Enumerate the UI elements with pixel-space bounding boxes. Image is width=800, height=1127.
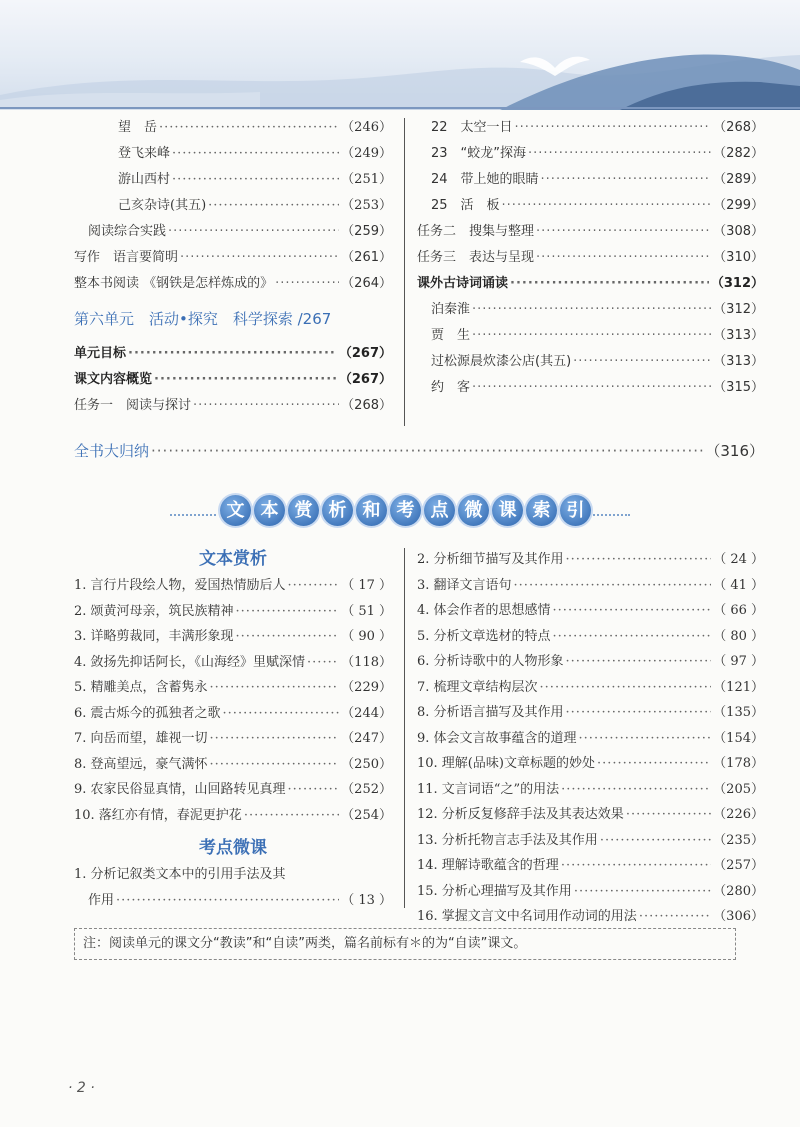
leader-dots xyxy=(275,271,339,297)
entry-title: 己亥杂诗(其五) xyxy=(118,198,207,213)
banner-char: 析 xyxy=(322,495,353,526)
entry-title: 贾 生 xyxy=(431,328,471,343)
entry-page: （226） xyxy=(713,807,764,822)
entry-title: 9. 农家民俗显真情，山回路转见真理 xyxy=(74,782,286,797)
list-item[interactable] xyxy=(417,802,764,828)
list-item[interactable] xyxy=(417,547,764,573)
list-item[interactable] xyxy=(74,675,392,701)
banner-char: 赏 xyxy=(288,495,319,526)
index-column-divider xyxy=(404,548,405,908)
entry-title: 11. 文言词语“之”的用法 xyxy=(417,781,560,797)
entry-page: （313） xyxy=(713,328,764,343)
leader-dots xyxy=(566,547,712,573)
entry-page: （312） xyxy=(710,276,764,291)
leader-dots xyxy=(472,375,711,401)
entry-page: （178） xyxy=(713,756,764,771)
leader-dots xyxy=(528,141,711,167)
entry-title: 游山西村 xyxy=(118,172,171,187)
banner-char: 引 xyxy=(560,495,591,526)
list-item-line1[interactable] xyxy=(74,862,392,888)
banner-char: 索 xyxy=(526,495,557,526)
list-item[interactable] xyxy=(74,888,392,914)
entry-page: （246） xyxy=(341,120,392,135)
list-item[interactable] xyxy=(74,141,392,167)
entry-page: （118） xyxy=(341,654,392,670)
list-item[interactable] xyxy=(74,573,392,599)
entry-title: 5. 分析文章选材的特点 xyxy=(417,628,551,644)
leader-dots xyxy=(472,323,711,349)
entry-page: （244） xyxy=(341,705,392,721)
page-header-decoration xyxy=(0,0,800,110)
entry-title: 4. 体会作者的思想感情 xyxy=(417,603,551,618)
leader-dots xyxy=(244,803,339,829)
leader-dots xyxy=(541,167,712,193)
index-title: 1. 分析记叙类文本中的引用手法及其 xyxy=(74,867,286,882)
toc-left-column xyxy=(74,115,392,419)
leader-dots xyxy=(210,675,340,701)
entry-title: 4. 敛扬先抑话阿长，《山海经》里赋深情 xyxy=(74,654,306,670)
banner-char: 和 xyxy=(356,495,387,526)
entry-title: 13. 分析托物言志手法及其作用 xyxy=(417,832,598,848)
leader-dots xyxy=(510,271,709,297)
list-item[interactable] xyxy=(74,245,392,271)
toc-summary xyxy=(74,438,764,464)
entry-page: （313） xyxy=(713,354,764,369)
list-item[interactable] xyxy=(74,219,392,245)
entry-page: （205） xyxy=(713,781,764,797)
leader-dots xyxy=(236,624,340,650)
list-item[interactable] xyxy=(417,649,764,675)
list-item[interactable] xyxy=(74,167,392,193)
entry-title: 8. 登高望远，豪气满怀 xyxy=(74,756,208,772)
entry-page: （308） xyxy=(713,224,764,239)
leader-dots xyxy=(536,219,711,245)
entry-title: 望 岳 xyxy=(118,120,158,135)
entry-page: （ 80 ） xyxy=(713,628,764,644)
entry-page: （267） xyxy=(338,346,392,361)
banner-char: 微 xyxy=(458,495,489,526)
banner-char: 考 xyxy=(390,495,421,526)
entry-page: （ 66 ） xyxy=(713,603,764,618)
leader-dots xyxy=(288,573,340,599)
entry-title: 3. 详略剪裁同，丰满形象现 xyxy=(74,629,234,644)
list-item[interactable] xyxy=(74,271,392,297)
entry-page: （135） xyxy=(713,705,764,720)
entry-title: 9. 体会文言故事蕴含的道理 xyxy=(417,730,577,746)
entry-page: （289） xyxy=(713,172,764,187)
summary-page: （316） xyxy=(705,442,764,460)
leader-dots xyxy=(472,297,711,323)
banner-right-dots xyxy=(590,514,630,516)
leader-dots xyxy=(154,367,337,393)
entry-page: （249） xyxy=(341,146,392,161)
entry-title: 约 客 xyxy=(431,380,471,395)
leader-dots xyxy=(574,879,711,905)
list-item[interactable] xyxy=(417,349,764,375)
summary-title: 全书大归纳 xyxy=(74,442,150,460)
list-item[interactable] xyxy=(74,650,392,676)
leader-dots xyxy=(639,904,711,930)
entry-title: 课外古诗词诵读 xyxy=(417,276,509,291)
entry-title: 2. 分析细节描写及其作用 xyxy=(417,552,564,567)
list-item[interactable] xyxy=(417,141,764,167)
leader-dots xyxy=(502,193,712,219)
entry-title: 6. 震古烁今的孤独者之歌 xyxy=(74,705,221,721)
unit-heading[interactable]: 第六单元 活动•探究 科学探索 /267 xyxy=(74,310,332,328)
index-title: 作用 xyxy=(88,892,115,908)
entry-title: 阅读综合实践 xyxy=(88,224,167,239)
list-item[interactable] xyxy=(74,438,764,464)
entry-title: 课文内容概览 xyxy=(74,372,153,387)
entry-page: （ 17 ） xyxy=(341,578,392,593)
list-item[interactable] xyxy=(417,375,764,401)
leader-dots xyxy=(223,701,340,727)
list-item[interactable] xyxy=(74,752,392,778)
leader-dots xyxy=(561,853,711,879)
banner-char: 本 xyxy=(254,495,285,526)
entry-page: （ 97 ） xyxy=(713,654,764,669)
list-item[interactable] xyxy=(417,245,764,271)
entry-title: 写作 语言要简明 xyxy=(74,250,179,265)
leader-dots xyxy=(180,245,339,271)
leader-dots xyxy=(151,438,703,464)
list-item[interactable] xyxy=(74,393,392,419)
entry-title: 23 “蛟龙”探海 xyxy=(431,146,527,161)
list-item[interactable] xyxy=(74,367,392,393)
leader-dots xyxy=(193,393,339,419)
leader-dots xyxy=(553,598,712,624)
list-item[interactable] xyxy=(74,777,392,803)
list-item[interactable] xyxy=(417,751,764,777)
entry-title: 5. 精雕美点，含蓄隽永 xyxy=(74,680,208,695)
entry-title: 3. 翻译文言语句 xyxy=(417,577,512,593)
entry-title: 过松源晨炊漆公店(其五) xyxy=(431,354,572,369)
leader-dots xyxy=(561,777,711,803)
entry-title: 25 活 板 xyxy=(431,198,500,213)
list-item[interactable] xyxy=(74,599,392,625)
leader-dots xyxy=(210,752,340,778)
banner-char: 课 xyxy=(492,495,523,526)
page-number: · 2 · xyxy=(68,1080,95,1096)
leader-dots xyxy=(210,726,340,752)
leader-dots xyxy=(540,675,712,701)
list-item[interactable] xyxy=(417,219,764,245)
entry-title: 任务一 阅读与探讨 xyxy=(74,398,192,413)
list-item[interactable] xyxy=(74,701,392,727)
entry-page: （280） xyxy=(713,883,764,899)
list-item[interactable] xyxy=(417,271,764,297)
entry-title: 整本书阅读 《钢铁是怎样炼成的》 xyxy=(74,276,274,291)
list-item[interactable] xyxy=(74,624,392,650)
leader-dots xyxy=(566,649,712,675)
section-banner xyxy=(170,495,630,535)
entry-page: （247） xyxy=(341,731,392,746)
leader-dots xyxy=(566,700,712,726)
leader-dots xyxy=(236,599,340,625)
leader-dots xyxy=(536,245,711,271)
footnote-box: 注：阅读单元的课文分“教读”和“自读”两类，篇名前标有＊的为“自读”课文。 xyxy=(74,928,736,960)
entry-page: （121） xyxy=(713,679,764,695)
entry-page: （250） xyxy=(341,756,392,772)
entry-page: （ 51 ） xyxy=(341,603,392,619)
text-analysis-list xyxy=(74,573,392,828)
leader-dots xyxy=(172,167,339,193)
list-item[interactable] xyxy=(417,167,764,193)
list-item[interactable] xyxy=(417,598,764,624)
entry-page: （264） xyxy=(341,276,392,291)
list-item[interactable] xyxy=(417,573,764,599)
entry-page: （299） xyxy=(713,198,764,213)
entry-page: （252） xyxy=(341,782,392,797)
entry-page: （267） xyxy=(338,372,392,387)
entry-page: （ 90 ） xyxy=(341,629,392,644)
list-item[interactable] xyxy=(417,726,764,752)
entry-page: （261） xyxy=(341,250,392,265)
entry-page: （268） xyxy=(341,398,392,413)
leader-dots xyxy=(159,115,339,141)
entry-title: 24 带上她的眼睛 xyxy=(431,172,539,187)
list-item[interactable] xyxy=(417,853,764,879)
entry-title: 任务二 搜集与整理 xyxy=(417,224,535,239)
entry-title: 任务三 表达与呈现 xyxy=(417,250,535,265)
leader-dots xyxy=(553,624,712,650)
entry-page: （259） xyxy=(341,224,392,239)
entry-page: （ 41 ） xyxy=(713,577,764,593)
list-item[interactable] xyxy=(417,828,764,854)
entry-page: （ 24 ） xyxy=(713,552,764,567)
entry-page: （229） xyxy=(341,680,392,695)
entry-title: 15. 分析心理描写及其作用 xyxy=(417,883,572,899)
list-item[interactable] xyxy=(417,700,764,726)
section-heading: 考点微课 xyxy=(199,838,267,858)
entry-title: 2. 颂黄河母亲，筑民族精神 xyxy=(74,603,234,619)
banner-char: 点 xyxy=(424,495,455,526)
entry-title: 12. 分析反复修辞手法及其表达效果 xyxy=(417,807,624,822)
list-item[interactable] xyxy=(74,193,392,219)
entry-page: （315） xyxy=(713,380,764,395)
entry-page: （306） xyxy=(713,909,764,924)
list-item[interactable] xyxy=(74,341,392,367)
index-left-column xyxy=(74,545,392,913)
leader-dots xyxy=(168,219,339,245)
entry-title: 10. 理解(品味)文章标题的妙处 xyxy=(417,756,595,771)
list-item[interactable] xyxy=(417,624,764,650)
entry-page: （312） xyxy=(713,302,764,317)
banner-char: 文 xyxy=(220,495,251,526)
leader-dots xyxy=(597,751,711,777)
section-heading: 文本赏析 xyxy=(199,549,267,569)
list-item[interactable] xyxy=(417,323,764,349)
list-item[interactable] xyxy=(74,726,392,752)
mountain-illustration xyxy=(0,0,800,110)
leader-dots xyxy=(307,650,339,676)
leader-dots xyxy=(515,115,712,141)
leader-dots xyxy=(172,141,339,167)
leader-dots xyxy=(116,888,339,914)
leader-dots xyxy=(626,802,711,828)
entry-page: （154） xyxy=(713,730,764,746)
entry-page: （257） xyxy=(713,858,764,873)
list-item[interactable] xyxy=(417,675,764,701)
entry-page: （251） xyxy=(341,172,392,187)
leader-dots xyxy=(288,777,340,803)
entry-title: 7. 梳理文章结构层次 xyxy=(417,679,538,695)
leader-dots xyxy=(514,573,712,599)
leader-dots xyxy=(600,828,711,854)
entry-title: 16. 掌握文言文中名词用作动词的用法 xyxy=(417,909,637,924)
entry-title: 单元目标 xyxy=(74,346,127,361)
banner-left-dots xyxy=(170,514,216,516)
column-divider xyxy=(404,118,405,426)
toc-right-column xyxy=(417,115,764,401)
entry-title: 8. 分析语言描写及其作用 xyxy=(417,705,564,720)
list-item[interactable] xyxy=(417,879,764,905)
list-item[interactable] xyxy=(417,297,764,323)
list-item[interactable] xyxy=(74,115,392,141)
entry-page: （310） xyxy=(713,250,764,265)
entry-title: 登飞来峰 xyxy=(118,146,171,161)
entry-title: 22 太空一日 xyxy=(431,120,513,135)
entry-page: （282） xyxy=(713,146,764,161)
index-page: （ 13 ） xyxy=(341,892,392,908)
leader-dots xyxy=(579,726,712,752)
entry-title: 14. 理解诗歌蕴含的哲理 xyxy=(417,858,559,873)
list-item[interactable] xyxy=(417,193,764,219)
entry-title: 6. 分析诗歌中的人物形象 xyxy=(417,654,564,669)
entry-title: 7. 向岳而望，雄视一切 xyxy=(74,731,208,746)
leader-dots xyxy=(573,349,711,375)
banner-title xyxy=(220,495,591,526)
list-item[interactable] xyxy=(74,803,392,829)
leader-dots xyxy=(208,193,339,219)
entry-page: （268） xyxy=(713,120,764,135)
entry-title: 1. 言行片段绘人物，爱国热情励后人 xyxy=(74,578,286,593)
entry-page: （254） xyxy=(341,807,392,823)
index-right-column xyxy=(417,545,764,930)
list-item[interactable] xyxy=(417,777,764,803)
header-rule xyxy=(0,107,800,109)
list-item[interactable] xyxy=(417,904,764,930)
leader-dots xyxy=(128,341,337,367)
list-item[interactable] xyxy=(417,115,764,141)
entry-title: 泊秦淮 xyxy=(431,302,471,317)
entry-page: （235） xyxy=(713,832,764,848)
entry-page: （253） xyxy=(341,198,392,213)
entry-title: 10. 落红亦有情，春泥更护花 xyxy=(74,807,242,823)
